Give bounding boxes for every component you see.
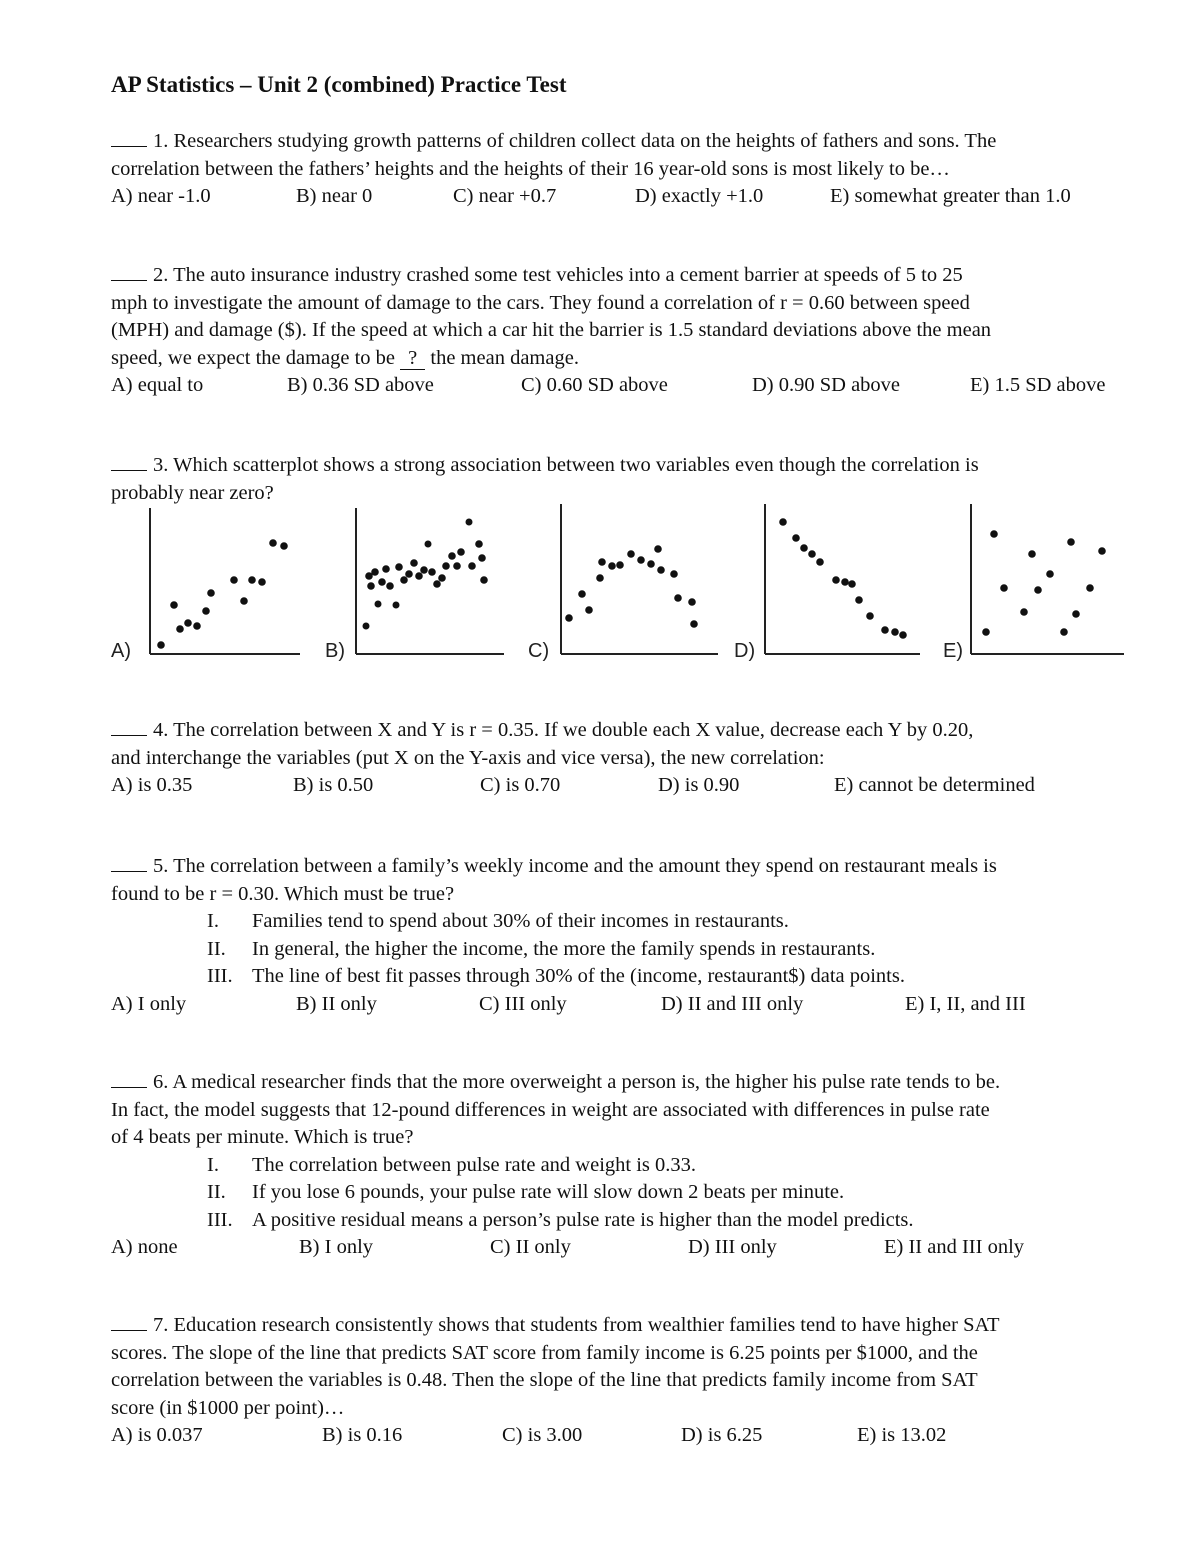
option-c[interactable]: C) II only — [490, 1236, 571, 1258]
option-a[interactable]: A) none — [111, 1236, 178, 1258]
option-d[interactable]: D) III only — [688, 1236, 777, 1258]
option-e[interactable]: E) I, II, and III — [905, 992, 1026, 1015]
question-line: probably near zero? — [111, 481, 274, 504]
plot-label-e[interactable]: E) — [943, 640, 963, 662]
answer-options — [111, 1234, 1141, 1262]
option-b[interactable]: B) is 0.50 — [293, 774, 374, 796]
question-line: of 4 beats per minute. Which is true? — [111, 1126, 414, 1148]
question-line: 7. Education research consistently shows that students from wealthier families tend to have higher SAT — [111, 1312, 1141, 1340]
option-b[interactable]: B) II only — [296, 992, 377, 1015]
plot-label-b[interactable]: B) — [325, 640, 345, 662]
question-2 — [111, 262, 1141, 400]
question-line: found to be r = 0.30. Which must be true? — [111, 882, 455, 905]
question-line: 2. The auto insurance industry crashed some test vehicles into a cement barrier at speeds of 5 to 25 — [111, 262, 1141, 290]
question-3 — [111, 452, 1141, 507]
question-line: mph to investigate the amount of damage to the cars. They found a correlation of r = 0.60 between speed — [111, 291, 970, 314]
answer-blank[interactable] — [111, 452, 147, 471]
question-5 — [111, 853, 1141, 1018]
answer-blank[interactable] — [111, 128, 147, 147]
question-line: score (in $1000 per point)… — [111, 1396, 345, 1419]
option-d[interactable]: D) is 6.25 — [681, 1424, 763, 1446]
scatterplot-e — [968, 504, 1124, 658]
question-line: speed, we expect the damage to be ? the mean damage. — [111, 346, 579, 369]
option-c[interactable]: C) is 3.00 — [502, 1424, 583, 1446]
answer-blank[interactable] — [111, 1312, 147, 1331]
answer-blank[interactable] — [111, 262, 147, 281]
option-a[interactable]: A) is 0.35 — [111, 774, 193, 796]
answer-options — [111, 183, 1141, 211]
answer-options — [111, 991, 1141, 1019]
question-line: correlation between the fathers’ heights and the heights of their 16 year-old sons is most likely to be… — [111, 157, 950, 180]
option-c[interactable]: C) 0.60 SD above — [521, 374, 668, 396]
scatterplot-d — [762, 504, 920, 658]
answer-options — [111, 372, 1141, 400]
answer-options — [111, 1422, 1141, 1450]
scatterplot-choices — [0, 500, 1200, 675]
scatterplot-c — [558, 504, 718, 658]
option-d[interactable]: D) is 0.90 — [658, 774, 740, 796]
question-6 — [111, 1069, 1141, 1262]
option-c[interactable]: C) near +0.7 — [453, 185, 557, 207]
option-e[interactable]: E) II and III only — [884, 1236, 1025, 1258]
option-e[interactable]: E) is 13.02 — [857, 1424, 947, 1446]
option-b[interactable]: B) 0.36 SD above — [287, 374, 434, 396]
statement-iii: III. The line of best fit passes through 30% of the (income, restaurant$) data points. — [207, 965, 905, 987]
question-line: 3. Which scatterplot shows a strong association between two variables even though the correlation is — [111, 452, 1141, 480]
statement-iii: III. A positive residual means a person’s pulse rate is higher than the model predicts. — [207, 1208, 914, 1231]
scatterplot-b — [354, 508, 504, 658]
statement-ii: II. In general, the higher the income, the more the family spends in restaurants. — [207, 937, 876, 960]
answer-blank[interactable] — [111, 717, 147, 736]
option-a[interactable]: A) I only — [111, 992, 187, 1015]
question-7 — [111, 1312, 1141, 1450]
question-line: 6. A medical researcher finds that the more overweight a person is, the higher his pulse rate tends to be. — [111, 1069, 1141, 1097]
option-d[interactable]: D) 0.90 SD above — [752, 374, 901, 396]
option-a[interactable]: A) equal to — [111, 374, 204, 396]
option-a[interactable]: A) near -1.0 — [111, 185, 211, 207]
question-line: correlation between the variables is 0.48. Then the slope of the line that predicts family income from SAT — [111, 1369, 978, 1391]
option-d[interactable]: D) II and III only — [661, 992, 804, 1015]
plot-label-a[interactable]: A) — [111, 640, 131, 662]
option-b[interactable]: B) I only — [299, 1236, 374, 1258]
question-line: 1. Researchers studying growth patterns of children collect data on the heights of fathers and sons. The — [111, 128, 1141, 156]
plot-label-c[interactable]: C) — [528, 640, 550, 662]
plot-label-d[interactable]: D) — [734, 640, 756, 662]
option-e[interactable]: E) cannot be determined — [834, 774, 1035, 796]
fill-in-blank: ? — [400, 347, 425, 370]
option-e[interactable]: E) 1.5 SD above — [970, 374, 1106, 396]
option-c[interactable]: C) is 0.70 — [480, 774, 561, 796]
statement-i: I. Families tend to spend about 30% of their incomes in restaurants. — [207, 910, 789, 932]
question-line: (MPH) and damage ($). If the speed at which a car hit the barrier is 1.5 standard deviations above the mean — [111, 319, 992, 341]
option-a[interactable]: A) is 0.037 — [111, 1424, 203, 1446]
answer-blank[interactable] — [111, 853, 147, 872]
question-line: 5. The correlation between a family’s weekly income and the amount they spend on restaurant meals is — [111, 853, 1141, 881]
option-d[interactable]: D) exactly +1.0 — [635, 185, 764, 207]
question-1 — [111, 128, 1141, 211]
option-e[interactable]: E) somewhat greater than 1.0 — [830, 185, 1071, 207]
question-line: scores. The slope of the line that predicts SAT score from family income is 6.25 points per $1000, and the — [111, 1341, 978, 1364]
question-line: 4. The correlation between X and Y is r = 0.35. If we double each X value, decrease each Y by 0.20, — [111, 717, 1141, 745]
statement-i: I. The correlation between pulse rate and weight is 0.33. — [207, 1153, 697, 1176]
question-line: and interchange the variables (put X on the Y-axis and vice versa), the new correlation: — [111, 746, 825, 769]
option-c[interactable]: C) III only — [479, 992, 567, 1015]
answer-blank[interactable] — [111, 1069, 147, 1088]
scatterplot-a — [148, 508, 300, 658]
answer-options — [111, 772, 1141, 800]
question-4 — [111, 717, 1141, 800]
page-title: AP Statistics – Unit 2 (combined) Practice Test — [111, 72, 567, 97]
option-b[interactable]: B) near 0 — [296, 185, 373, 207]
statement-ii: II. If you lose 6 pounds, your pulse rate will slow down 2 beats per minute. — [207, 1181, 845, 1203]
question-line: In fact, the model suggests that 12-pound differences in weight are associated with differences in pulse rate — [111, 1098, 990, 1121]
option-b[interactable]: B) is 0.16 — [322, 1424, 403, 1446]
